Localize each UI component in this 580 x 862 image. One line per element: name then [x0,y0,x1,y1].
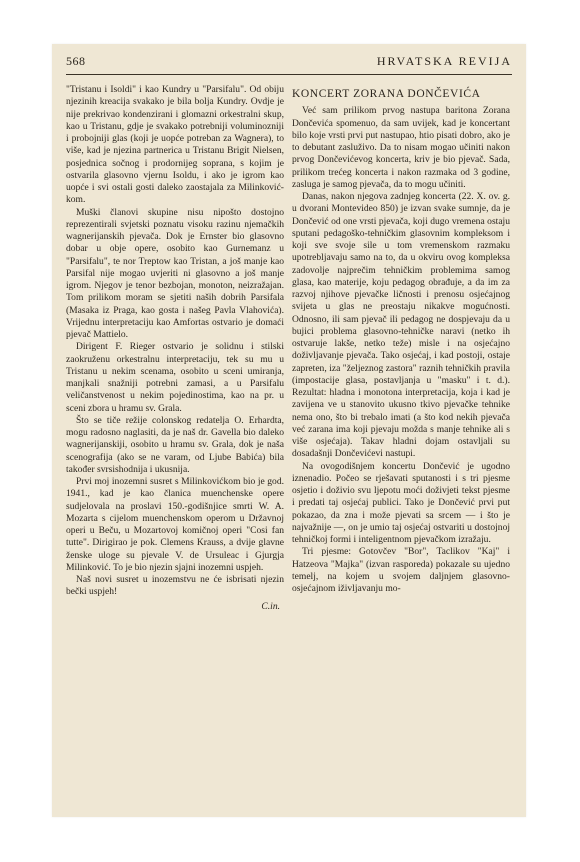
paragraph: "Tristanu i Isoldi" i kao Kundry u "Parsifalu". Od obiju njezinih kreacija svakako je bila bolja Kundry. Ovdje je nije prekrivao kondenzirani i glomazni orkestralni skup, kao u Tristanu, gdje je svakako potrebniji voluminozniji i probojniji glas (koji je uopće potreban za Wagnera), to više, kad je njezina partnerica u Tristanu Brigit Nielsen, posjednica sočnog i prodornijeg soprana, s kojim je ostvarila glasovno vjernu Isoldu, i ako je igrom kao uopće i svi ostali gosti daleko zaostajala za Milinković-kom. [66,84,284,206]
paragraph: Tri pjesme: Gotovčev "Bor", Taclikov "Kaj" i Hatzeova "Majka" (izvan rasporeda) pokazale su ujedno temelj, na kojem u svojem daljnjem glasovno-osjećajnom iživljavanju mo- [292,546,510,594]
running-header [66,54,512,72]
section-title: KONCERT ZORANA DONČEVIĆA [292,88,481,100]
page-number: 568 [66,54,86,68]
header-rule [66,74,512,75]
paragraph: Što se tiče režije colonskog redatelja O. Erhardta, mogu radosno naglasiti, da je naš dr. Gavella bio daleko wagnerijanskiji, osobito u hramu sv. Grala, dok je naša scenografija (ako se ne varam, od Ljube Babića) bila također svrsishodnija i ukusnija. [66,414,284,475]
paragraph: Danas, nakon njegova zadnjeg koncerta (22. X. ov. g. u dvorani Montevideo 850) je izvan svake sumnje, da je Dončević od one vrsti pjevača, koji dugo vremena ostaju sputani pedagoško-tehničkim glasovnim kompleksom i koji sve svoje sile u tom vremenskom razmaku upotrebljavaju samo na to, da u okviru ovog kompleksa zadovolje najprečim tehničkim problemima samog glasa, kao materije, koju pedagog obrađuje, a da im za razvoj njihove pjevačke ličnosti i prenosu osjećajnog svijeta u glas ne preostaju nikakve mogućnosti. Odnosno, ili sam pjevač ili pedagog ne dospjevaju da u bujici problema glasovno-tehničke naravi (netko ih ostvaruje lakše, netko teže) misle i na osjećajno doživljavanje pjevača. Tako osjećaj, i kad postoji, ostaje zapreten, iza "željeznog zastora" raznih tehničkih pravila (impostacije glasa, postavljanja u "masku" i t. d.). Rezultat: hladna i monotona interpretacija, koja i kad je zavijena ve u stanovito ukusno tkivo pjevačke tehnike nema ono, što bi trebalo imati (a što kod nekih pjevača već zarana ima koji pjevaju možda s manje tehnike ali s više osjećaja). Takav hladni dojam ostavljali su dosadašnji Dončevićevi nastupi. [292,191,510,460]
author-signature: C.in. [261,600,280,612]
paragraph: Na ovogodišnjem koncertu Dončević je ugodno iznenadio. Počeo se rješavati sputanosti i s tri pjesme osjetio i doživio svu ljepotu moći doživjeti tekst pjesme i predati taj osjećaj publici. Tako je Dončević prvi put pokazao, da zna i može pjevati sa srcem — i što je najvažnije —, on je umio taj osjećaj ostvariti u dostojnoj tehničkoj formi i inteligentnom pjevačkom izražaju. [292,460,510,545]
paragraph: Već sam prilikom prvog nastupa baritona Zorana Dončevića spomenuo, da sam uvijek, kad je koncertant bilo koje vrsti prvi put nastupao, htio pisati dobro, ako je to debutant zasluživo. Da to nisam mogao učiniti nakon prvog Dončevićevog koncerta, kriv je bio pjevač. Sada, prilikom trećeg koncerta i nakon razmaka od 3 godine, zasluga je samog pjevača, da to mogu učiniti. [292,105,510,190]
paragraph: Prvi moj inozemni susret s Milinkovićkom bio je god. 1941., kad je kao članica muenchenske opere sudjelovala na proslavi 150.-godišnjice smrti W. A. Mozarta s cijelom muenchenskom operom u Državnoj operi u Beču, u Mozartovoj komičnoj operi "Cosi fan tutte". Dirigirao je pok. Clemens Krauss, a dvije glavne ženske uloge su pjevale V. de Ursuleac i Gjurgja Milinković. To je bio njezin sjajni inozemni uspjeh. [66,476,284,573]
paragraph: Muški članovi skupine nisu nipošto dostojno reprezentirali svjetski poznatu visoku razinu njemačkih wagnerijanskih pjevača. Dok je Ernster bio glasovno dobar u obje opere, osobito kao Gurnemanz u "Parsifalu", te nor Treptow kao Tristan, a još manje kao Parsifal nije mogao uvjeriti ni glasovno a još manje igrom. Njegov je tenor bezbojan, monoton, neizražajan. Tom prilikom moram se sjetiti naših dobrih Parsifala (Masaka iz Praga, kao gosta i našeg Pavla Vlahovića). Vrijednu interpretaciju kao Amfortas ostvario je domaći pjevač Mattielo. [66,206,284,340]
left-column [66,84,284,613]
paragraph: Dirigent F. Rieger ostvario je solidnu i stilski zaokruženu orkestralnu interpretaciju, tek su mu u Tristanu u nekim scenama, osobito u sceni umiranja, manjkali snažniji potrebni zamasi, a u Parsifalu veličanstvenost u nekim pojedinostima, kao na pr. u sceni zbora u hramu sv. Grala. [66,341,284,414]
journal-title: HRVATSKA REVIJA [376,54,512,68]
page-sheet [52,44,526,817]
paragraph: Naš novi susret u inozemstvu ne će isbrisati njezin bečki uspjeh! [66,574,284,598]
right-column [292,84,510,595]
